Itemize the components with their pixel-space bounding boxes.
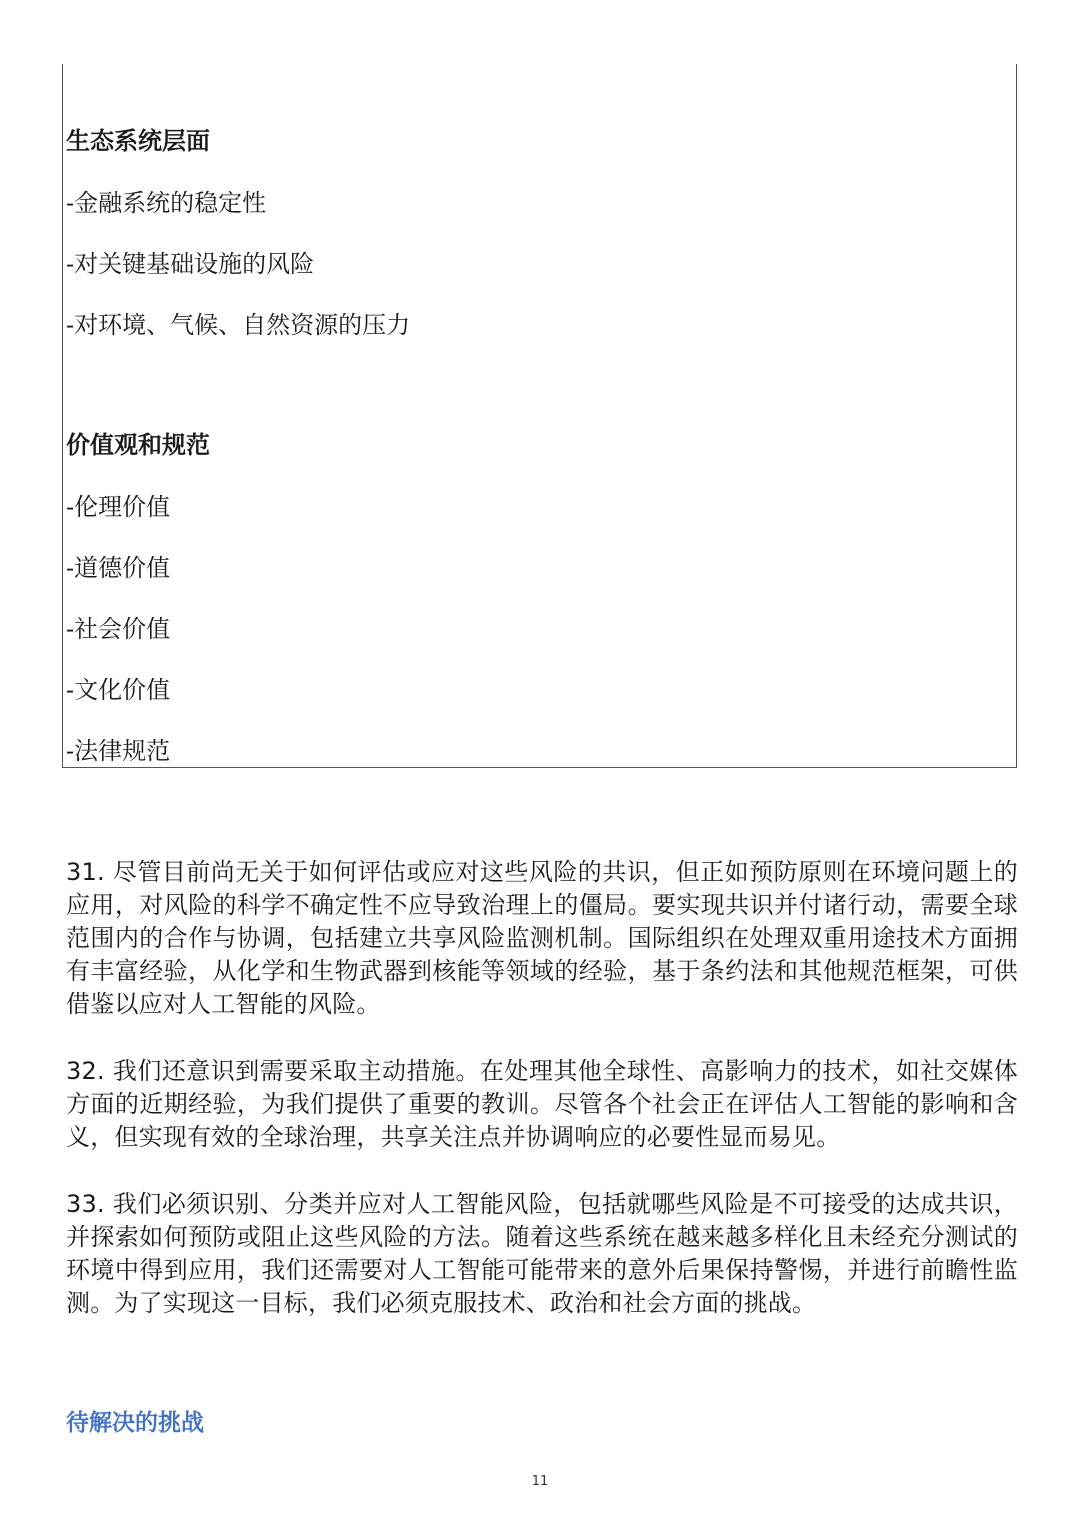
paragraph-text: 我们必须识别、分类并应对人工智能风险，包括就哪些风险是不可接受的达成共识，并探索如何预防或阻止这些风险的方法。随着这些系统在越来越多样化且未经充分测试的环境中得到应用，我们还需要对人工智能可能带来的意外后果保持警惕，并进行前瞻性监测。为了实现这一目标，我们必须克服技术、政治和社会方面的挑战。 bbox=[66, 1190, 1018, 1317]
box-item: -社会价值 bbox=[66, 615, 171, 643]
body-paragraphs bbox=[66, 856, 1018, 1354]
box-item: -金融系统的稳定性 bbox=[66, 189, 267, 217]
box-item: -对关键基础设施的风险 bbox=[66, 250, 315, 278]
paragraph-number: 32. bbox=[66, 1057, 105, 1085]
paragraph-number: 31. bbox=[66, 858, 105, 886]
paragraph-32 bbox=[66, 1055, 1018, 1154]
paragraph-33 bbox=[66, 1188, 1018, 1320]
box-item: -道德价值 bbox=[66, 554, 171, 582]
box-item: -对环境、气候、自然资源的压力 bbox=[66, 311, 411, 339]
page-number: 11 bbox=[531, 1474, 549, 1489]
box-item: -法律规范 bbox=[66, 737, 171, 765]
box-section-heading-ecosystem: 生态系统层面 bbox=[66, 127, 210, 155]
risk-category-box bbox=[62, 64, 1017, 768]
paragraph-number: 33. bbox=[66, 1190, 105, 1218]
box-item: -文化价值 bbox=[66, 676, 171, 704]
box-section-heading-values: 价值观和规范 bbox=[66, 431, 210, 459]
paragraph-text: 我们还意识到需要采取主动措施。在处理其他全球性、高影响力的技术，如社交媒体方面的近期经验，为我们提供了重要的教训。尽管各个社会正在评估人工智能的影响和含义，但实现有效的全球治理，共享关注点并协调响应的必要性显而易见。 bbox=[66, 1057, 1018, 1151]
paragraph-text: 尽管目前尚无关于如何评估或应对这些风险的共识，但正如预防原则在环境问题上的应用，对风险的科学不确定性不应导致治理上的僵局。要实现共识并付诸行动，需要全球范围内的合作与协调，包括建立共享风险监测机制。国际组织在处理双重用途技术方面拥有丰富经验，从化学和生物武器到核能等领域的经验，基于条约法和其他规范框架，可供借鉴以应对人工智能的风险。 bbox=[66, 858, 1018, 1018]
section-heading: 待解决的挑战 bbox=[66, 1410, 204, 1436]
box-item: -伦理价值 bbox=[66, 493, 171, 521]
paragraph-31 bbox=[66, 856, 1018, 1021]
